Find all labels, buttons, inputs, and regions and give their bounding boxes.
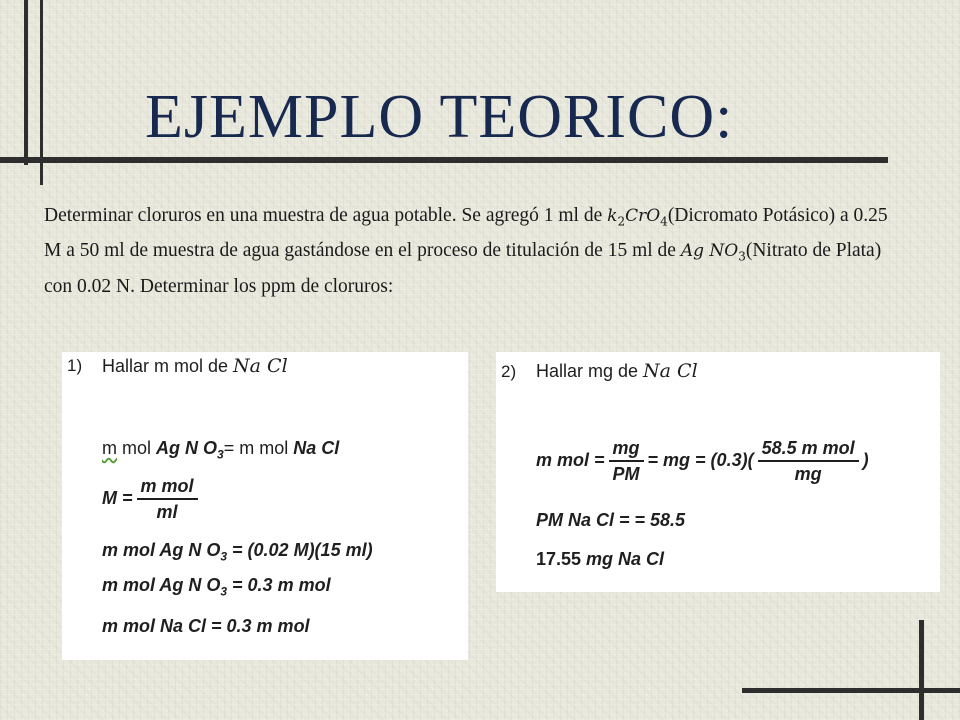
step1-solution-box (62, 352, 468, 660)
bottom-right-horizontal-line (742, 688, 960, 693)
step1-heading: Hallar m mol de Na Cl (102, 355, 288, 377)
step2-equation-1: m mol = $\frac{mg}{PM}$ = mg = (0.3)( $\frac{\text{58.5 m mol}}{mg}$ ) (536, 438, 869, 484)
problem-text-3: (Nitrato de Plata) con 0.02 N. Determinar los ppm de cloruros: (44, 240, 882, 297)
molarity-fraction: $\frac{\text{m mol}}{ml}$ (137, 476, 198, 522)
bottom-right-vertical-line (919, 620, 924, 720)
slide-title: EJEMPLO TEORICO: (145, 83, 734, 151)
step1-equation-2: M = $\frac{\text{m mol}}{ml}$ (102, 476, 202, 522)
title-underline (0, 157, 888, 163)
step1-equation-4: m mol Ag N $O_3 = 0.3$ m mol (102, 575, 331, 599)
step2-result: 17.55 mg Na Cl (536, 549, 665, 569)
step1-equation-3: m mol Ag N $O_3 = (0.02$ M)(15 ml) (102, 540, 373, 564)
conversion-fraction: $\frac{\text{58.5 m mol}}{mg}$ (758, 438, 859, 484)
step2-number: 2) (501, 362, 517, 381)
step2-equation-2: PM Na Cl = = 58.5 (536, 510, 686, 530)
problem-text-1: Determinar cloruros en una muestra de agua potable. Se agregó 1 ml de (44, 205, 608, 226)
problem-text-2: (Dicromato Potásico) a 0.25 M a 50 ml de muestra de agua gastándose en el proceso de titulación de 15 ml de (44, 205, 888, 262)
left-vertical-line (24, 0, 28, 165)
step1-equation-5: m mol Na Cl = 0.3 m mol (102, 616, 310, 636)
step1-equation-1: m mol Ag N $O_3= m$ mol Na Cl (102, 438, 340, 462)
formula-potassium-dichromate: $k_2CrO_4$ (607, 206, 668, 229)
problem-statement (44, 201, 904, 301)
step2-heading: Hallar mg de Na Cl (536, 360, 698, 382)
step1-number: 1) (67, 356, 83, 375)
mg-over-pm-fraction: $\frac{mg}{PM}$ (609, 438, 644, 484)
step2-solution-box (496, 352, 940, 592)
formula-silver-nitrate: Ag $NO_3$ (680, 241, 746, 264)
